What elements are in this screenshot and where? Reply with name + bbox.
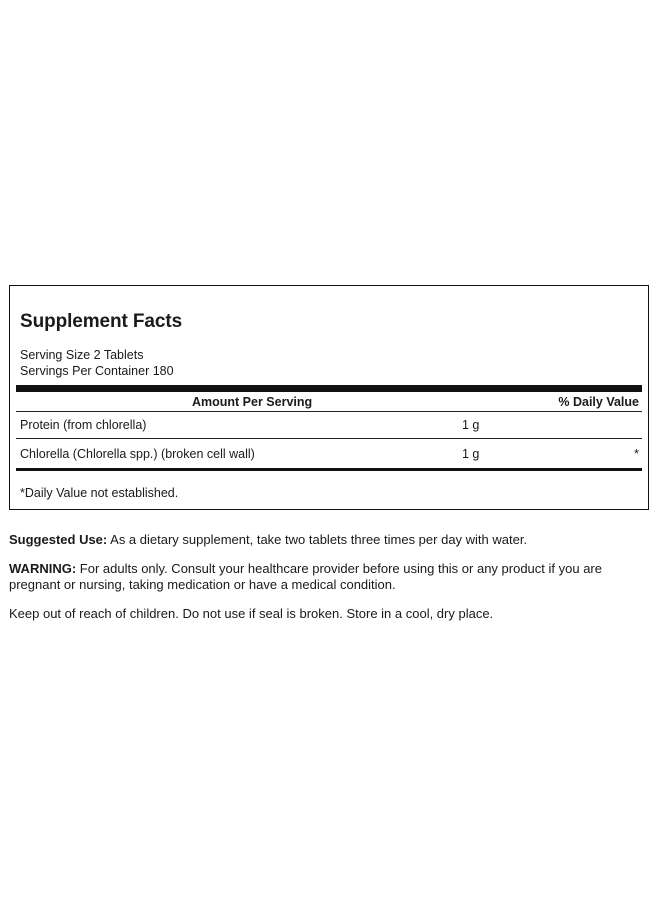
suggested-use-text: As a dietary supplement, take two tablets three times per day with water. xyxy=(107,532,528,547)
suggested-use xyxy=(9,532,649,548)
ingredient-daily-value: * xyxy=(634,447,639,461)
medium-divider xyxy=(16,468,642,471)
ingredient-amount: 1 g xyxy=(462,418,480,432)
ingredient-name: Protein (from chlorella) xyxy=(20,418,147,432)
daily-value-header: % Daily Value xyxy=(558,395,639,409)
suggested-use-label: Suggested Use: xyxy=(9,532,108,547)
warning xyxy=(9,561,649,593)
supplement-facts-panel xyxy=(9,285,649,510)
storage-notice: Keep out of reach of children. Do not use if seal is broken. Store in a cool, dry place. xyxy=(9,606,494,621)
facts-title: Supplement Facts xyxy=(20,311,183,332)
thick-divider xyxy=(16,385,642,392)
ingredient-amount: 1 g xyxy=(462,447,480,461)
warning-label: WARNING: xyxy=(9,561,77,576)
ingredient-row xyxy=(16,447,642,465)
ingredient-name: Chlorella (Chlorella spp.) (broken cell wall) xyxy=(20,447,255,461)
divider xyxy=(16,438,642,439)
servings-per-container: Servings Per Container 180 xyxy=(20,364,174,378)
ingredient-row xyxy=(16,418,642,436)
amount-per-serving-header: Amount Per Serving xyxy=(192,395,313,409)
divider xyxy=(16,411,642,412)
daily-value-footnote: *Daily Value not established. xyxy=(20,486,179,500)
facts-header-row xyxy=(16,394,642,412)
warning-text: For adults only. Consult your healthcare provider before using this or any product if you are pregnant or nursing, taking medication or have a medical condition. xyxy=(9,561,602,592)
serving-size: Serving Size 2 Tablets xyxy=(20,348,144,362)
